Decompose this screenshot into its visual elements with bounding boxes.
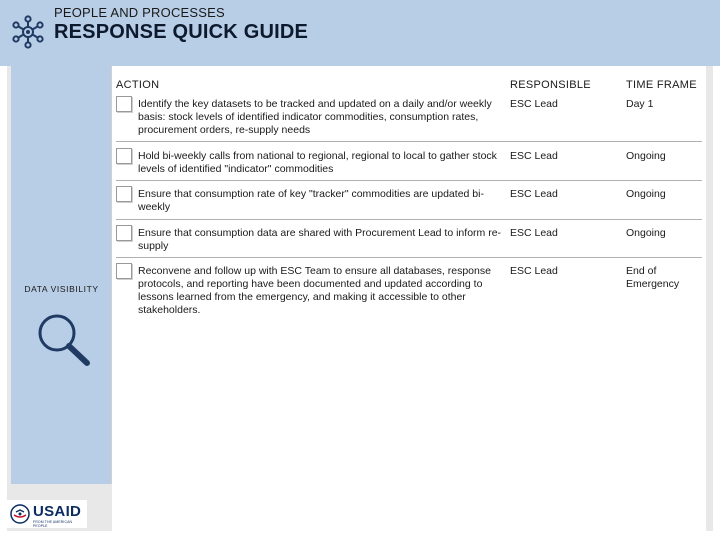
action-text: Reconvene and follow up with ESC Team to ensure all databases, response protocols, and reporting have been documented and updated according to lessons learned from the emergency, and making it accessible to other stakeholders.	[138, 265, 491, 316]
checkbox[interactable]	[116, 96, 132, 112]
time-frame-text: End of Emergency	[626, 265, 680, 290]
magnifying-glass-icon	[35, 311, 95, 369]
checkbox[interactable]	[116, 225, 132, 241]
row-divider	[116, 180, 702, 181]
column-header-responsible: RESPONSIBLE	[510, 79, 591, 91]
responsible-text: ESC Lead	[510, 227, 558, 239]
responsible-text: ESC Lead	[510, 188, 558, 200]
action-text: Hold bi-weekly calls from national to regional, regional to local to gather stock levels of identified "indicator" commodities	[138, 150, 497, 175]
column-header-action: ACTION	[116, 79, 160, 91]
people-network-icon	[11, 15, 45, 49]
time-frame-text: Ongoing	[626, 150, 666, 162]
responsible-text: ESC Lead	[510, 98, 558, 110]
usaid-logo	[7, 500, 87, 528]
time-frame-text: Day 1	[626, 98, 654, 110]
checkbox[interactable]	[116, 263, 132, 279]
responsible-text: ESC Lead	[510, 150, 558, 162]
action-text: Ensure that consumption data are shared with Procurement Lead to inform re-supply	[138, 227, 502, 252]
row-divider	[116, 141, 702, 142]
page-title: RESPONSE QUICK GUIDE	[54, 21, 309, 43]
usaid-wordmark: USAID	[33, 503, 82, 520]
category-panel	[11, 66, 112, 484]
time-frame-text: Ongoing	[626, 188, 666, 200]
usaid-tagline: FROM THE AMERICAN PEOPLE	[33, 520, 73, 528]
action-text: Identify the key datasets to be tracked and updated on a daily and/or weekly basis: stock levels of identified indicator commodities, consumption rates, procurement orders, re-supply needs	[138, 98, 492, 136]
row-divider	[116, 219, 702, 220]
category-label: DATA VISIBILITY	[24, 284, 99, 294]
checkbox[interactable]	[116, 148, 132, 164]
checkbox[interactable]	[116, 186, 132, 202]
row-divider	[116, 257, 702, 258]
action-text: Ensure that consumption rate of key "tracker" commodities are updated bi-weekly	[138, 188, 484, 213]
section-kicker: PEOPLE AND PROCESSES	[54, 5, 225, 20]
column-header-time-frame: TIME FRAME	[626, 79, 697, 91]
header-banner	[0, 0, 720, 66]
time-frame-text: Ongoing	[626, 227, 666, 239]
responsible-text: ESC Lead	[510, 265, 558, 277]
usaid-seal-icon	[10, 504, 30, 524]
